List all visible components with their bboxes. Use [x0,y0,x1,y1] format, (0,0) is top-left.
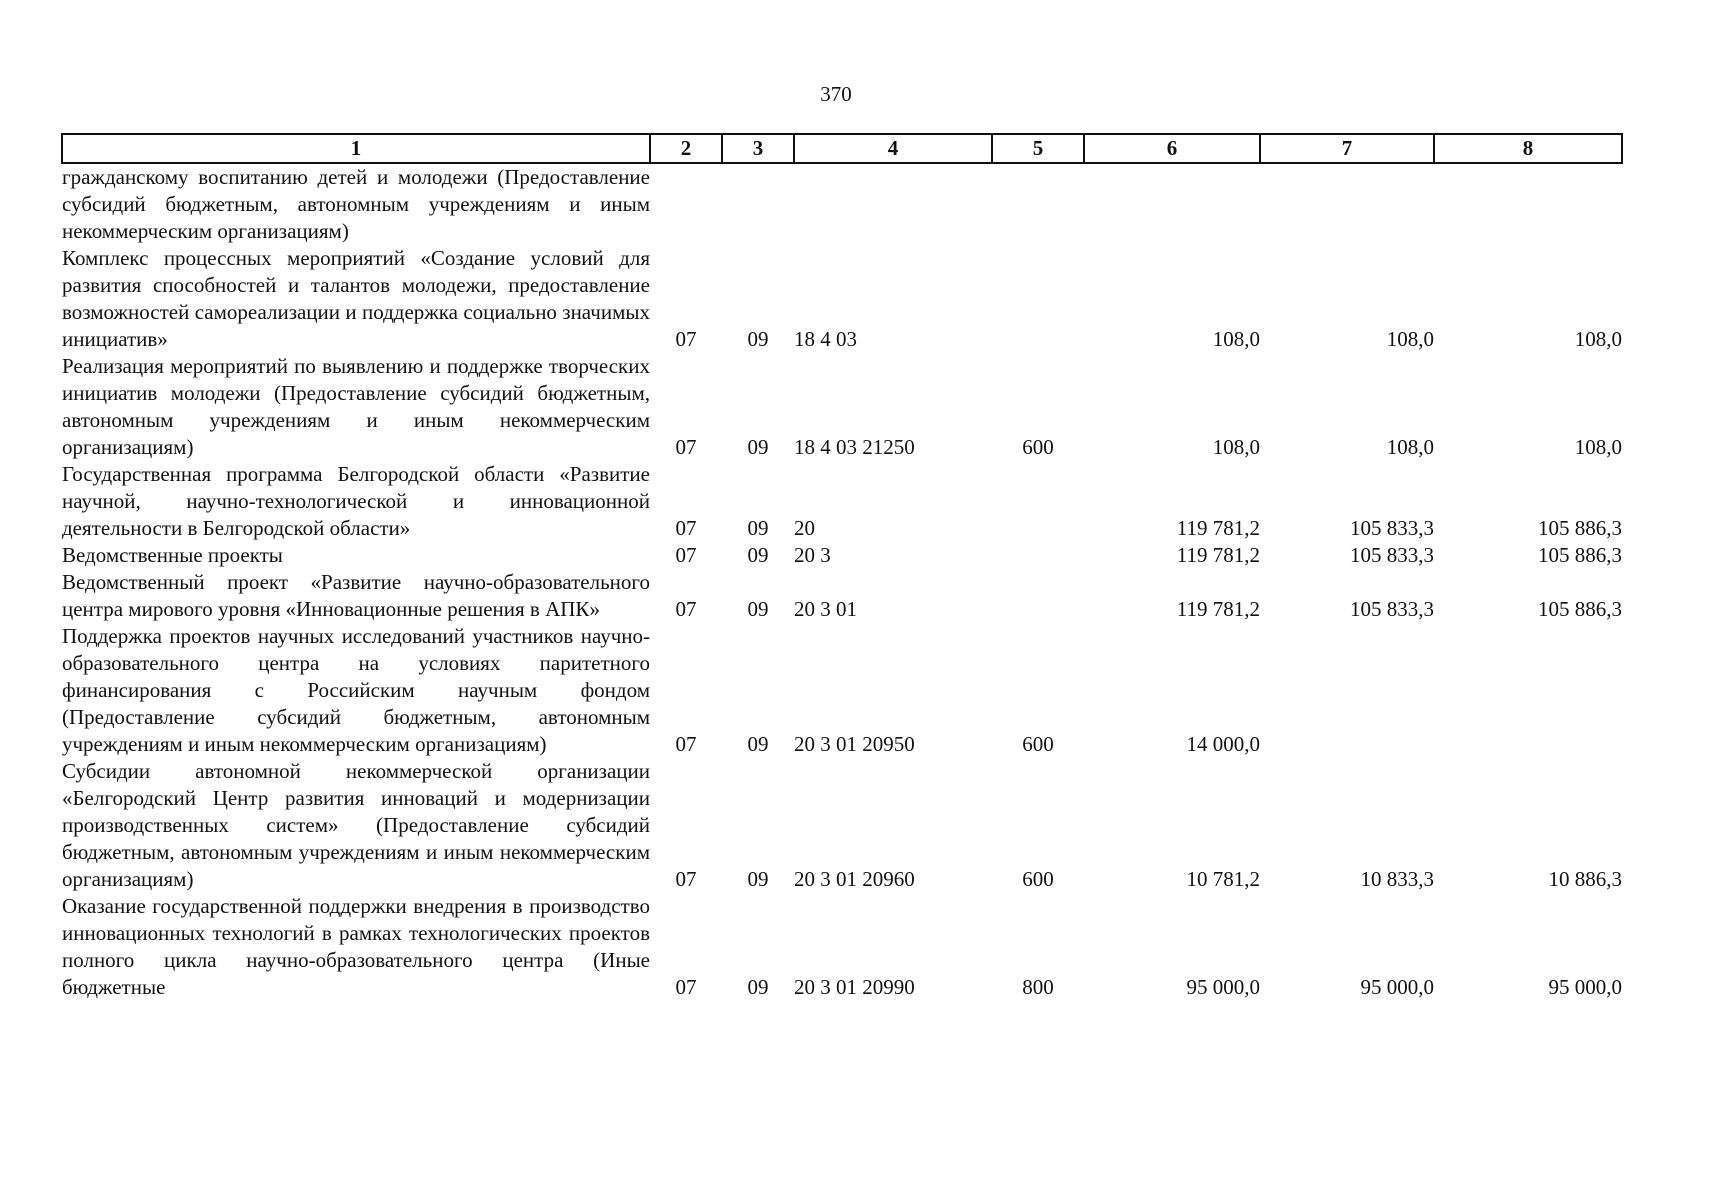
budget-table [61,133,1623,1001]
row-description: Реализация мероприятий по выявлению и поддержке творческих инициатив молодежи (Предоставление субсидий бюджетным, автономным учреждениям и иным некоммерческим организациям) [62,354,650,459]
column-header-3: 3 [722,134,794,163]
section-code: 07 [675,732,697,756]
expense-type-code [992,542,1084,569]
amount-col-7: 10 833,3 [1360,867,1434,891]
amount-col-7: 105 833,3 [1350,516,1434,540]
target-article-code [794,163,992,245]
expense-type-code [992,245,1084,353]
amount-col-7 [1260,623,1434,758]
subsection-code: 09 [747,435,769,459]
target-article-code: 20 3 01 [794,597,857,621]
subsection-code: 09 [747,327,769,351]
amount-col-7: 108,0 [1386,327,1434,351]
amount-col-6: 10 781,2 [1186,867,1260,891]
subsection-code: 09 [747,516,769,540]
expense-type-code [992,163,1084,245]
amount-col-6: 108,0 [1212,327,1260,351]
amount-col-7: 105 833,3 [1350,543,1434,567]
column-header-5: 5 [992,134,1084,163]
page-number: 370 [820,82,852,106]
amount-col-8: 105 886,3 [1538,543,1622,567]
subsection-code: 09 [747,867,769,891]
row-description: Государственная программа Белгородской области «Развитие научной, научно-технологической и инновационной деятельности в Белгородской области» [62,462,650,540]
amount-col-7: 105 833,3 [1350,597,1434,621]
row-description: Субсидии автономной некоммерческой организации «Белгородский Центр развития инноваций и модернизации производственных систем» (Предоставление субсидий бюджетным, автономным учреждениям и иным некоммерческим организациям) [62,759,650,891]
table-row [62,461,1622,542]
amount-col-8: 105 886,3 [1538,597,1622,621]
target-article-code: 18 4 03 [794,327,857,351]
table-row [62,758,1622,893]
column-header-4: 4 [794,134,992,163]
amount-col-6: 14 000,0 [1186,732,1260,756]
target-article-code: 20 3 01 20990 [794,975,915,999]
expense-type-code [992,569,1084,623]
row-description: Ведомственный проект «Развитие научно-образовательного центра мирового уровня «Инновационные решения в АПК» [62,570,650,621]
table-row [62,245,1622,353]
amount-col-6 [1084,163,1260,245]
amount-col-7: 108,0 [1386,435,1434,459]
target-article-code: 20 [794,516,815,540]
column-header-2: 2 [650,134,722,163]
expense-type-code: 600 [1022,732,1054,756]
amount-col-6: 119 781,2 [1176,516,1260,540]
table-row [62,163,1622,245]
row-description: Комплекс процессных мероприятий «Создание условий для развития способностей и талантов молодежи, предоставление возможностей самореализации и поддержка социально значимых инициатив» [62,246,650,351]
table-row [62,353,1622,461]
column-header-7: 7 [1260,134,1434,163]
amount-col-8: 10 886,3 [1548,867,1622,891]
amount-col-6: 119 781,2 [1176,543,1260,567]
target-article-code: 18 4 03 21250 [794,435,915,459]
amount-col-8: 105 886,3 [1538,516,1622,540]
row-description: Ведомственные проекты [62,543,283,567]
section-code: 07 [675,975,697,999]
table-row [62,542,1622,569]
section-code: 07 [675,435,697,459]
amount-col-6: 108,0 [1212,435,1260,459]
expense-type-code: 800 [1022,975,1054,999]
amount-col-8 [1434,163,1622,245]
row-description: Поддержка проектов научных исследований участников научно-образовательного центра на условиях паритетного финансирования с Российским научным фондом (Предоставление субсидий бюджетным, автономным учреждениям и иным некоммерческим организациям) [62,624,650,756]
target-article-code: 20 3 [794,543,831,567]
amount-col-7 [1260,163,1434,245]
subsection-code: 09 [747,732,769,756]
amount-col-8: 95 000,0 [1548,975,1622,999]
table-row [62,569,1622,623]
section-code: 07 [675,597,697,621]
section-code: 07 [675,327,697,351]
section-code: 07 [675,516,697,540]
row-description: Оказание государственной поддержки внедрения в производство инновационных технологий в рамках технологических проектов полного цикла научно-образовательного центра (Иные бюджетные [62,894,650,999]
amount-col-6: 119 781,2 [1176,597,1260,621]
table-header-row [62,134,1622,163]
expense-type-code: 600 [1022,435,1054,459]
section-code: 07 [675,867,697,891]
subsection-code: 09 [747,543,769,567]
amount-col-8: 108,0 [1574,327,1622,351]
column-header-1: 1 [62,134,650,163]
section-code [650,163,722,245]
subsection-code: 09 [747,597,769,621]
amount-col-7: 95 000,0 [1360,975,1434,999]
expense-type-code [992,461,1084,542]
column-header-6: 6 [1084,134,1260,163]
target-article-code: 20 3 01 20950 [794,732,915,756]
expense-type-code: 600 [1022,867,1054,891]
target-article-code: 20 3 01 20960 [794,867,915,891]
table-row [62,893,1622,1001]
column-header-8: 8 [1434,134,1622,163]
subsection-code [722,163,794,245]
amount-col-8: 108,0 [1574,435,1622,459]
amount-col-8 [1434,623,1622,758]
row-description: гражданскому воспитанию детей и молодежи (Предоставление субсидий бюджетным, автономным учреждениям и иным некоммерческим организациям) [62,165,650,243]
subsection-code: 09 [747,975,769,999]
section-code: 07 [675,543,697,567]
amount-col-6: 95 000,0 [1186,975,1260,999]
table-row [62,623,1622,758]
